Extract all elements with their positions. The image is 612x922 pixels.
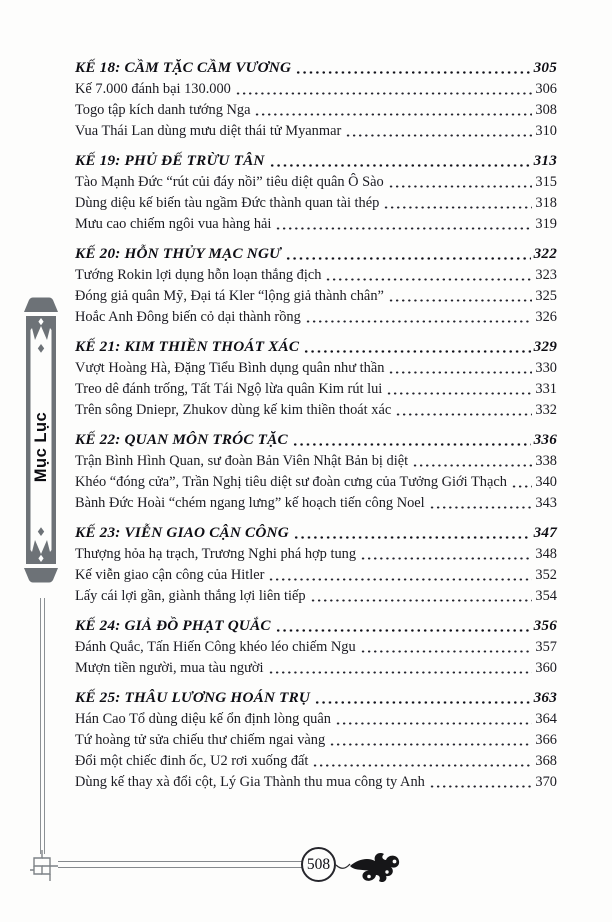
toc-chapter-heading (75, 242, 557, 265)
toc-group (75, 521, 557, 607)
entry-title: Hán Cao Tổ dùng diệu kế ổn định lòng quân (75, 711, 331, 727)
chapter-page-number: 322 (533, 245, 557, 262)
entry-page-number: 330 (535, 360, 557, 376)
dot-leader (329, 736, 532, 751)
chapter-page-number: 356 (533, 617, 557, 634)
toc-entry-list (75, 265, 557, 328)
entry-page-number: 325 (535, 288, 557, 304)
entry-title: Tướng Rokin lợi dụng hỗn loạn thắng địch (75, 267, 322, 283)
entry-page-number: 323 (535, 267, 557, 283)
toc-entry (75, 79, 557, 100)
chapter-page-number: 305 (533, 59, 557, 76)
toc-chapter-heading (75, 521, 557, 544)
chapter-page-number: 347 (533, 524, 557, 541)
chapter-title: KẾ 21: KIM THIỀN THOÁT XÁC (75, 338, 300, 355)
chapter-page-number: 363 (533, 689, 557, 706)
toc-chapter-heading (75, 614, 557, 637)
entry-title: Kế 7.000 đánh bại 130.000 (75, 81, 231, 97)
chapter-title: KẾ 25: THÂU LƯƠNG HOÁN TRỤ (75, 689, 311, 706)
floral-flourish-icon (336, 849, 402, 885)
toc-entry (75, 586, 557, 607)
entry-title: Trận Bình Hình Quan, sư đoàn Bản Viên Nhật Bản bị diệt (75, 453, 409, 469)
entry-page-number: 357 (535, 639, 557, 655)
entry-page-number: 364 (535, 711, 557, 727)
dot-leader (325, 271, 532, 286)
toc-entry-list (75, 79, 557, 142)
entry-title: Vua Thái Lan dùng mưu diệt thái tử Myanmar (75, 123, 342, 139)
toc-entry-list (75, 451, 557, 514)
toc-entry (75, 100, 557, 121)
entry-page-number: 352 (535, 567, 557, 583)
dot-leader (386, 385, 532, 400)
sidebar-title: Mục Lục (32, 411, 50, 483)
entry-page-number: 319 (535, 216, 557, 232)
table-of-contents (75, 56, 557, 793)
dot-leader (314, 694, 531, 709)
toc-entry (75, 544, 557, 565)
chapter-title: KẾ 23: VIỄN GIAO CẬN CÔNG (75, 524, 289, 541)
toc-chapter-heading (75, 56, 557, 79)
entry-page-number: 360 (535, 660, 557, 676)
chapter-page-number: 336 (533, 431, 557, 448)
entry-title: Mưu cao chiếm ngôi vua hàng hải (75, 216, 272, 232)
dot-leader (395, 406, 532, 421)
entry-page-number: 340 (535, 474, 557, 490)
entry-title: Đánh Quắc, Tấn Hiến Công khéo léo chiếm Ngu (75, 639, 356, 655)
toc-group (75, 428, 557, 514)
entry-title: Bành Đức Hoài “chém ngang lưng” kế hoạch tiến công Noel (75, 495, 425, 511)
chapter-title: KẾ 22: QUAN MÔN TRÓC TẶC (75, 431, 288, 448)
entry-title: Tứ hoàng tử sửa chiếu thư chiếm ngai vàng (75, 732, 326, 748)
toc-entry (75, 751, 557, 772)
dot-leader (383, 199, 532, 214)
entry-page-number: 308 (535, 102, 557, 118)
entry-page-number: 306 (535, 81, 557, 97)
toc-entry (75, 172, 557, 193)
toc-entry (75, 265, 557, 286)
dot-leader (275, 622, 531, 637)
dot-leader (335, 715, 532, 730)
entry-title: Vượt Hoàng Hà, Đặng Tiểu Bình dụng quân như thần (75, 360, 385, 376)
dot-leader (285, 250, 531, 265)
toc-entry-list (75, 544, 557, 607)
chapter-title: KẾ 18: CẦM TẶC CẦM VƯƠNG (75, 59, 292, 76)
greek-key-corner-icon (28, 850, 60, 882)
chapter-page-number: 313 (533, 152, 557, 169)
entry-title: Kế viễn giao cận công của Hitler (75, 567, 265, 583)
dot-leader (345, 127, 532, 142)
chapter-title: KẾ 24: GIẢ ĐỒ PHẠT QUẮC (75, 617, 271, 634)
toc-group (75, 242, 557, 328)
dot-leader (412, 457, 532, 472)
toc-entry-list (75, 637, 557, 679)
entry-title: Lấy cái lợi gần, giành thắng lợi liên tiếp (75, 588, 306, 604)
entry-page-number: 332 (535, 402, 557, 418)
entry-page-number: 338 (535, 453, 557, 469)
entry-page-number: 370 (535, 774, 557, 790)
toc-entry (75, 121, 557, 142)
dot-leader (360, 550, 532, 565)
toc-chapter-heading (75, 149, 557, 172)
toc-group (75, 56, 557, 142)
dot-leader (269, 157, 531, 172)
toc-entry (75, 286, 557, 307)
dot-leader (388, 292, 532, 307)
entry-title: Khéo “đóng cửa”, Trần Nghị tiêu diệt sư đoàn cưng của Tưởng Giới Thạch (75, 474, 507, 490)
toc-group (75, 686, 557, 793)
dot-leader (429, 499, 533, 514)
toc-group (75, 614, 557, 679)
toc-entry-list (75, 172, 557, 235)
folio-circle (301, 847, 336, 882)
dot-leader (388, 364, 532, 379)
chapter-title: KẾ 19: PHỦ ĐẾ TRỪU TÂN (75, 152, 265, 169)
entry-page-number: 331 (535, 381, 557, 397)
dot-leader (275, 220, 532, 235)
toc-entry (75, 379, 557, 400)
toc-entry (75, 358, 557, 379)
toc-entry (75, 400, 557, 421)
toc-entry (75, 565, 557, 586)
toc-entry (75, 193, 557, 214)
entry-page-number: 315 (535, 174, 557, 190)
entry-title: Đóng giả quân Mỹ, Đại tá Kler “lộng giả thành chân” (75, 288, 384, 304)
entry-page-number: 354 (535, 588, 557, 604)
toc-entry (75, 772, 557, 793)
toc-entry (75, 493, 557, 514)
dot-leader (235, 85, 533, 100)
entry-page-number: 326 (535, 309, 557, 325)
toc-chapter-heading (75, 335, 557, 358)
toc-entry (75, 709, 557, 730)
dot-leader (295, 64, 530, 79)
dot-leader (305, 313, 533, 328)
dot-leader (312, 757, 532, 772)
dot-leader (511, 478, 532, 493)
entry-page-number: 366 (535, 732, 557, 748)
toc-entry (75, 307, 557, 328)
entry-page-number: 318 (535, 195, 557, 211)
entry-title: Dùng kế thay xà đổi cột, Lý Gia Thành thu mua công ty Anh (75, 774, 425, 790)
toc-entry (75, 730, 557, 751)
toc-entry (75, 658, 557, 679)
entry-page-number: 310 (535, 123, 557, 139)
toc-group (75, 335, 557, 421)
entry-title: Togo tập kích danh tướng Nga (75, 102, 251, 118)
dot-leader (292, 436, 531, 451)
left-vertical-rule (40, 598, 45, 854)
toc-entry (75, 637, 557, 658)
footer-horizontal-rule (58, 861, 304, 868)
entry-title: Dùng diệu kế biến tàu ngầm Đức thành quan tài thép (75, 195, 380, 211)
dot-leader (360, 643, 533, 658)
dot-leader (268, 571, 532, 586)
entry-title: Mượn tiền người, mua tàu người (75, 660, 264, 676)
dot-leader (310, 592, 533, 607)
toc-chapter-heading (75, 428, 557, 451)
entry-title: Tào Mạnh Đức “rút củi đáy nồi” tiêu diệt quân Ô Sào (75, 174, 384, 190)
toc-chapter-heading (75, 686, 557, 709)
folio-page-number: 508 (306, 855, 331, 873)
dot-leader (268, 664, 533, 679)
toc-entry-list (75, 709, 557, 793)
entry-page-number: 348 (535, 546, 557, 562)
chapter-page-number: 329 (533, 338, 557, 355)
toc-entry-list (75, 358, 557, 421)
entry-title: Treo dê đánh trống, Tất Tái Ngộ lừa quân Kim rút lui (75, 381, 383, 397)
entry-title: Thượng hỏa hạ trạch, Trương Nghi phá hợp tung (75, 546, 357, 562)
chapter-title: KẾ 20: HỖN THỦY MẠC NGƯ (75, 245, 282, 262)
entry-title: Đổi một chiếc đinh ốc, U2 rơi xuống đất (75, 753, 309, 769)
entry-page-number: 343 (535, 495, 557, 511)
dot-leader (429, 778, 533, 793)
toc-groups (75, 56, 557, 793)
dot-leader (388, 178, 533, 193)
entry-title: Hoắc Anh Đông biến cỏ dại thành rồng (75, 309, 301, 325)
toc-entry (75, 472, 557, 493)
entry-title: Trên sông Dniepr, Zhukov dùng kế kim thiền thoát xác (75, 402, 392, 418)
toc-group (75, 149, 557, 235)
toc-entry (75, 451, 557, 472)
toc-entry (75, 214, 557, 235)
dot-leader (293, 529, 531, 544)
entry-page-number: 368 (535, 753, 557, 769)
dot-leader (254, 106, 532, 121)
dot-leader (303, 343, 530, 358)
